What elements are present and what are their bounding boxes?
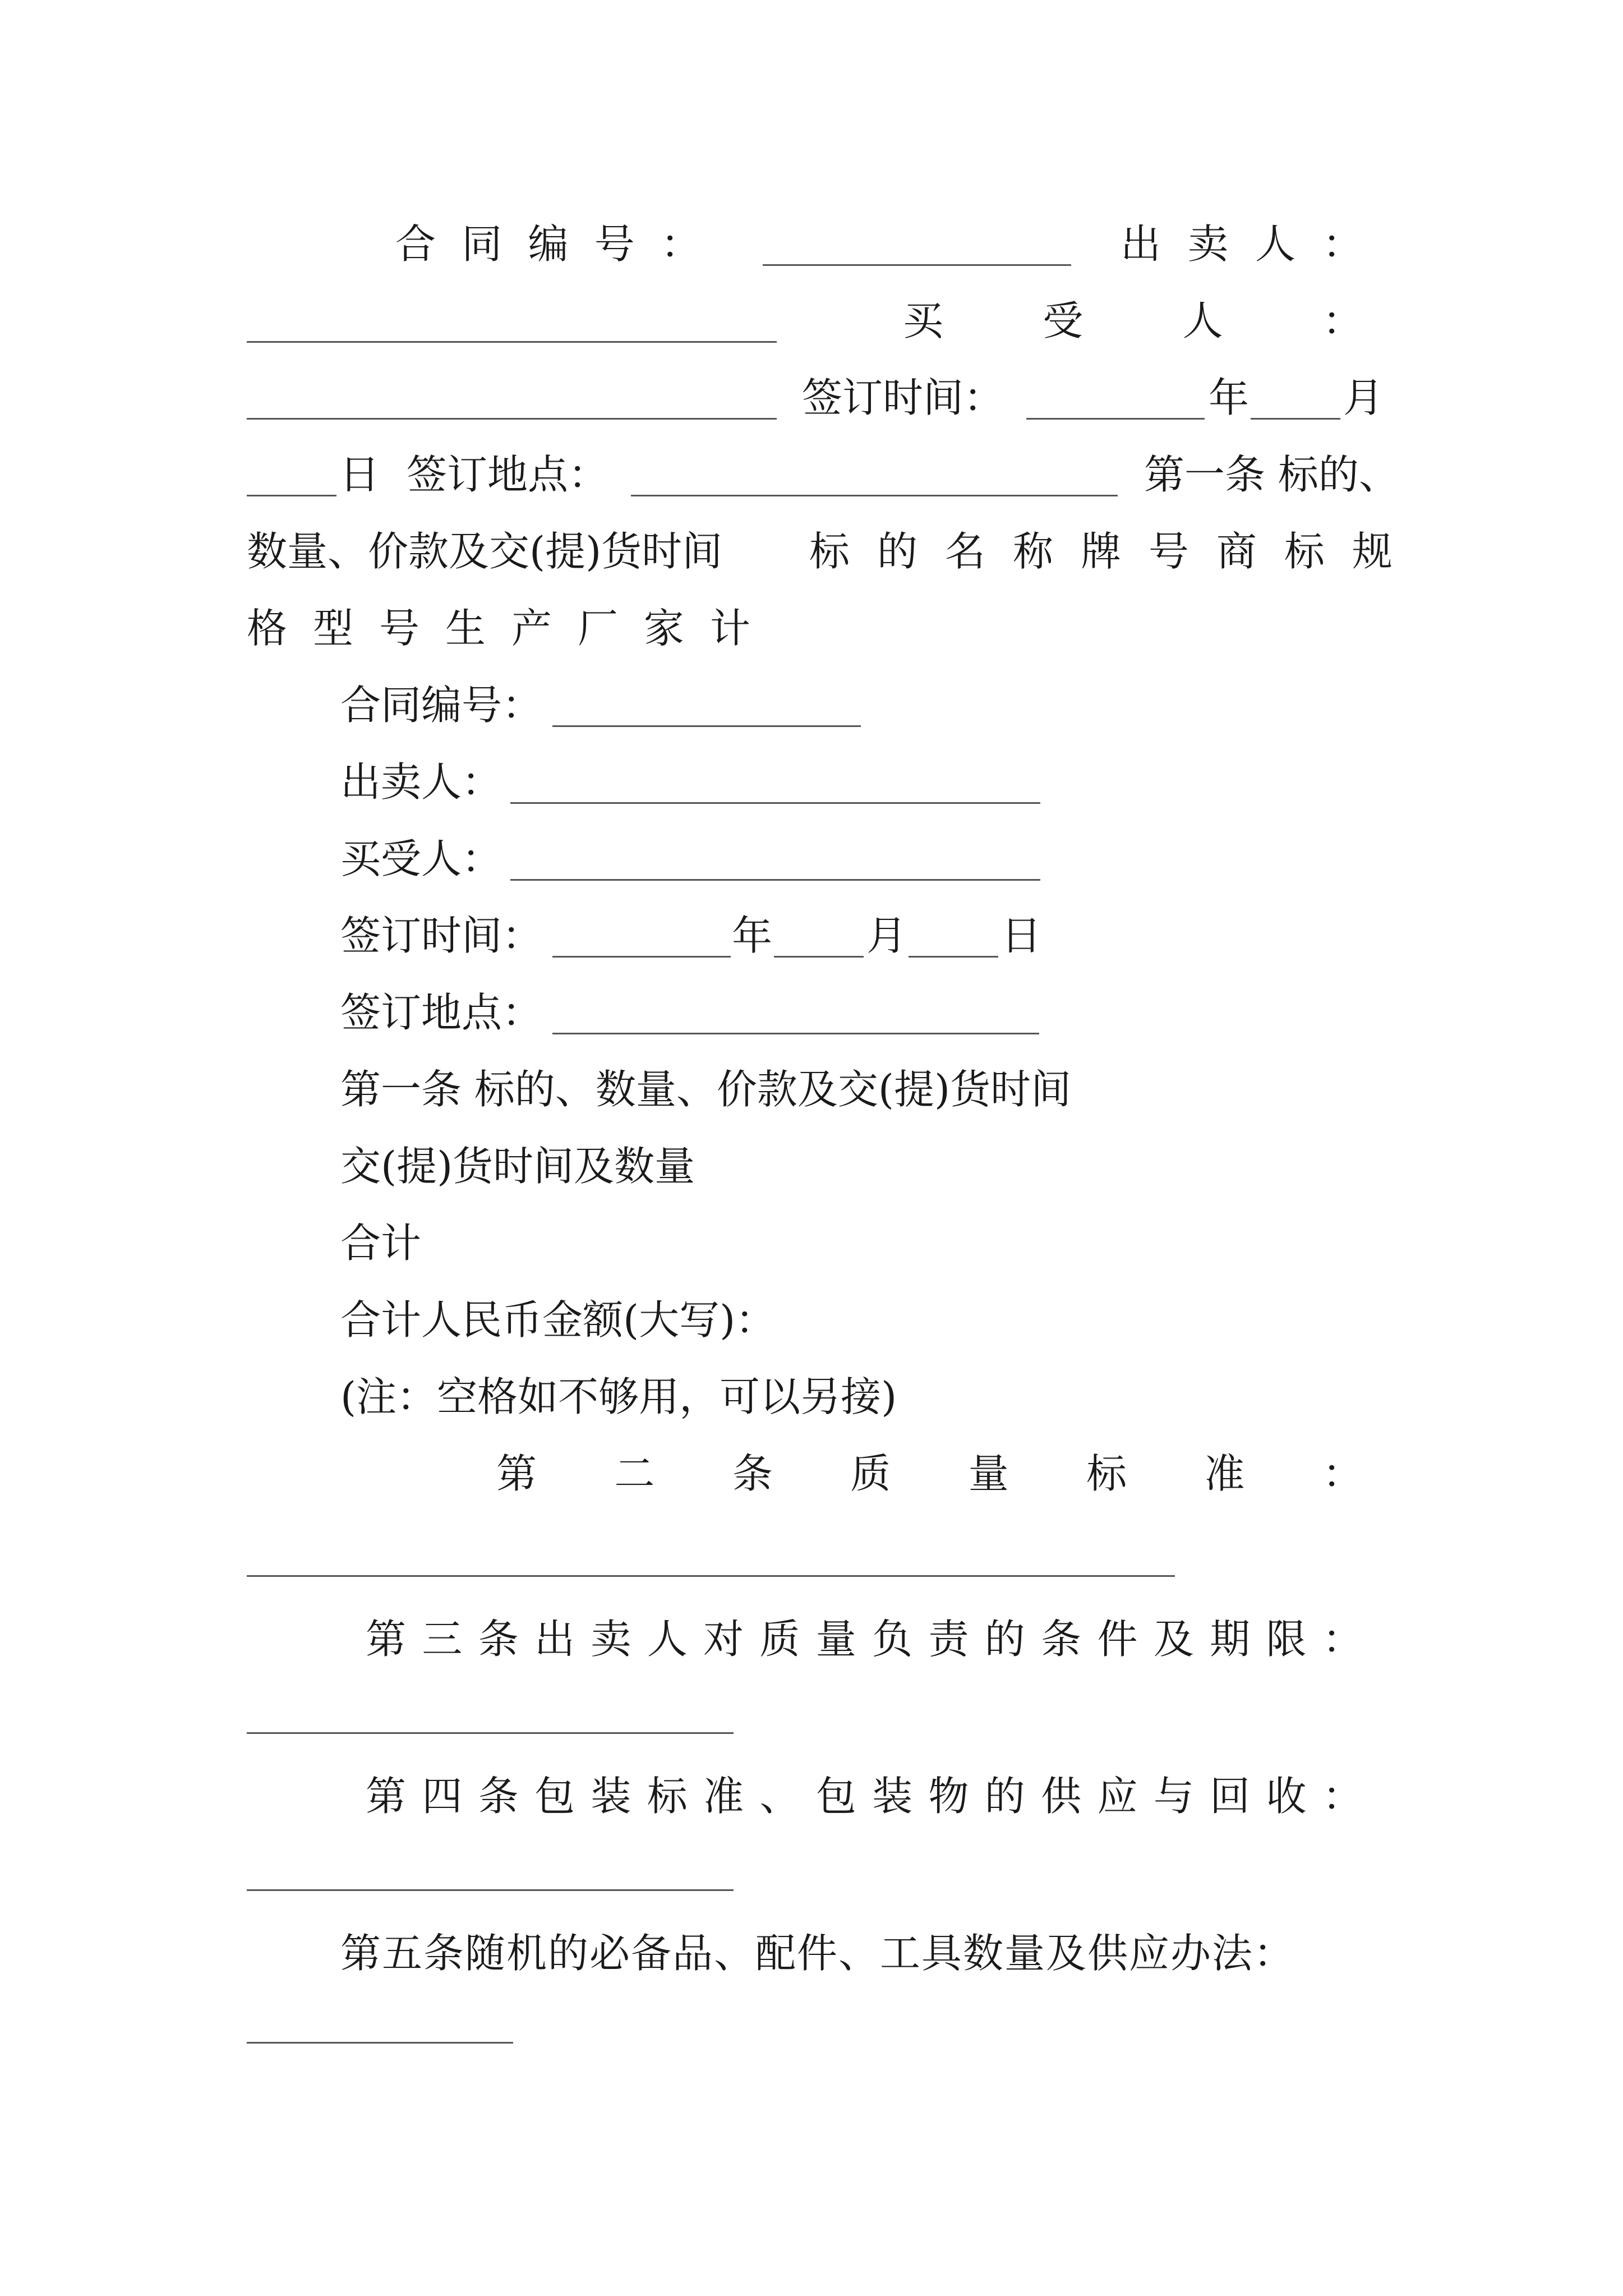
year-input[interactable] — [552, 956, 731, 958]
form-article-1: 第一条 标的、数量、价款及交(提)货时间 — [340, 1066, 1072, 1113]
sign-place-label: 签订地点： — [407, 451, 609, 498]
contract-no-input[interactable] — [552, 725, 861, 727]
month-label: 月 — [1343, 374, 1384, 421]
form-note: (注：空格如不够用，可以另接) — [340, 1373, 897, 1420]
month-field[interactable] — [1251, 418, 1340, 420]
header-row-3 — [0, 364, 1623, 431]
form-buyer: 买受人： — [0, 825, 1623, 892]
buyer-input[interactable] — [510, 879, 1040, 881]
article-4 — [0, 1763, 1623, 1830]
form-total: 合计 — [340, 1220, 422, 1267]
month-text: 月 — [866, 912, 907, 959]
day-input[interactable] — [909, 956, 998, 958]
form-sign-time: 签订时间： 年 月 日 — [0, 902, 1623, 969]
sign-place-field[interactable] — [631, 495, 1118, 496]
seller-field[interactable] — [247, 341, 777, 343]
article-5 — [0, 1920, 1623, 1987]
form-contract-no: 合同编号： — [0, 671, 1623, 739]
day-field[interactable] — [247, 495, 336, 496]
article-2-title: 第 二 条 质 量 标 准 ： — [496, 1450, 1363, 1497]
header-row-1 — [0, 210, 1623, 278]
sign-place-input[interactable] — [552, 1033, 1039, 1034]
header-row-6 — [0, 595, 1623, 662]
article-3 — [0, 1605, 1623, 1673]
article-1-title-start: 第一条 标的、 — [1144, 451, 1399, 498]
year-field[interactable] — [1026, 418, 1205, 420]
article-3-field[interactable] — [247, 1732, 734, 1734]
article-2 — [0, 1440, 1623, 1507]
seller-label: 出 卖 人 ： — [1121, 220, 1363, 268]
sign-time-label: 签订时间： — [802, 374, 1004, 421]
form-sign-place: 签订地点： — [0, 979, 1623, 1046]
day-text: 日 — [1001, 912, 1042, 959]
form-seller: 出卖人： — [0, 748, 1623, 816]
form-delivery: 交(提)货时间及数量 — [340, 1143, 695, 1190]
day-label: 日 — [339, 451, 380, 498]
header-row-2 — [0, 287, 1623, 355]
month-input[interactable] — [774, 956, 864, 958]
article-4-field[interactable] — [247, 1889, 734, 1891]
year-label: 年 — [1209, 374, 1249, 421]
contract-no-field[interactable] — [763, 264, 1071, 266]
table-header-row-2: 格 型 号 生 产 厂 家 计 — [247, 605, 750, 652]
article-4-title: 第 四 条 包 装 标 准 、 包 装 物 的 供 应 与 回 收 ： — [366, 1773, 1363, 1820]
seller-input[interactable] — [510, 802, 1040, 804]
article-2-field[interactable] — [247, 1575, 1175, 1577]
buyer-label: 买 受 人 ： — [903, 297, 1363, 344]
buyer-field[interactable] — [247, 418, 777, 420]
article-5-field[interactable] — [247, 2042, 513, 2044]
article-1-title-cont: 数量、价款及交(提)货时间 — [247, 528, 723, 575]
article-5-title: 第五条随机的必备品、配件、工具数量及供应办法： — [340, 1930, 1295, 1977]
year-text: 年 — [732, 912, 773, 959]
table-header-row-1: 标 的 名 称 牌 号 商 标 规 — [809, 528, 1393, 575]
contract-no-label: 合 同 编 号 ： — [395, 220, 701, 268]
article-3-title: 第 三 条 出 卖 人 对 质 量 负 责 的 条 件 及 期 限 ： — [366, 1616, 1363, 1663]
form-total-rmb: 合计人民币金额(大写)： — [340, 1296, 776, 1343]
header-row-4 — [0, 441, 1623, 508]
header-row-5 — [0, 518, 1623, 585]
